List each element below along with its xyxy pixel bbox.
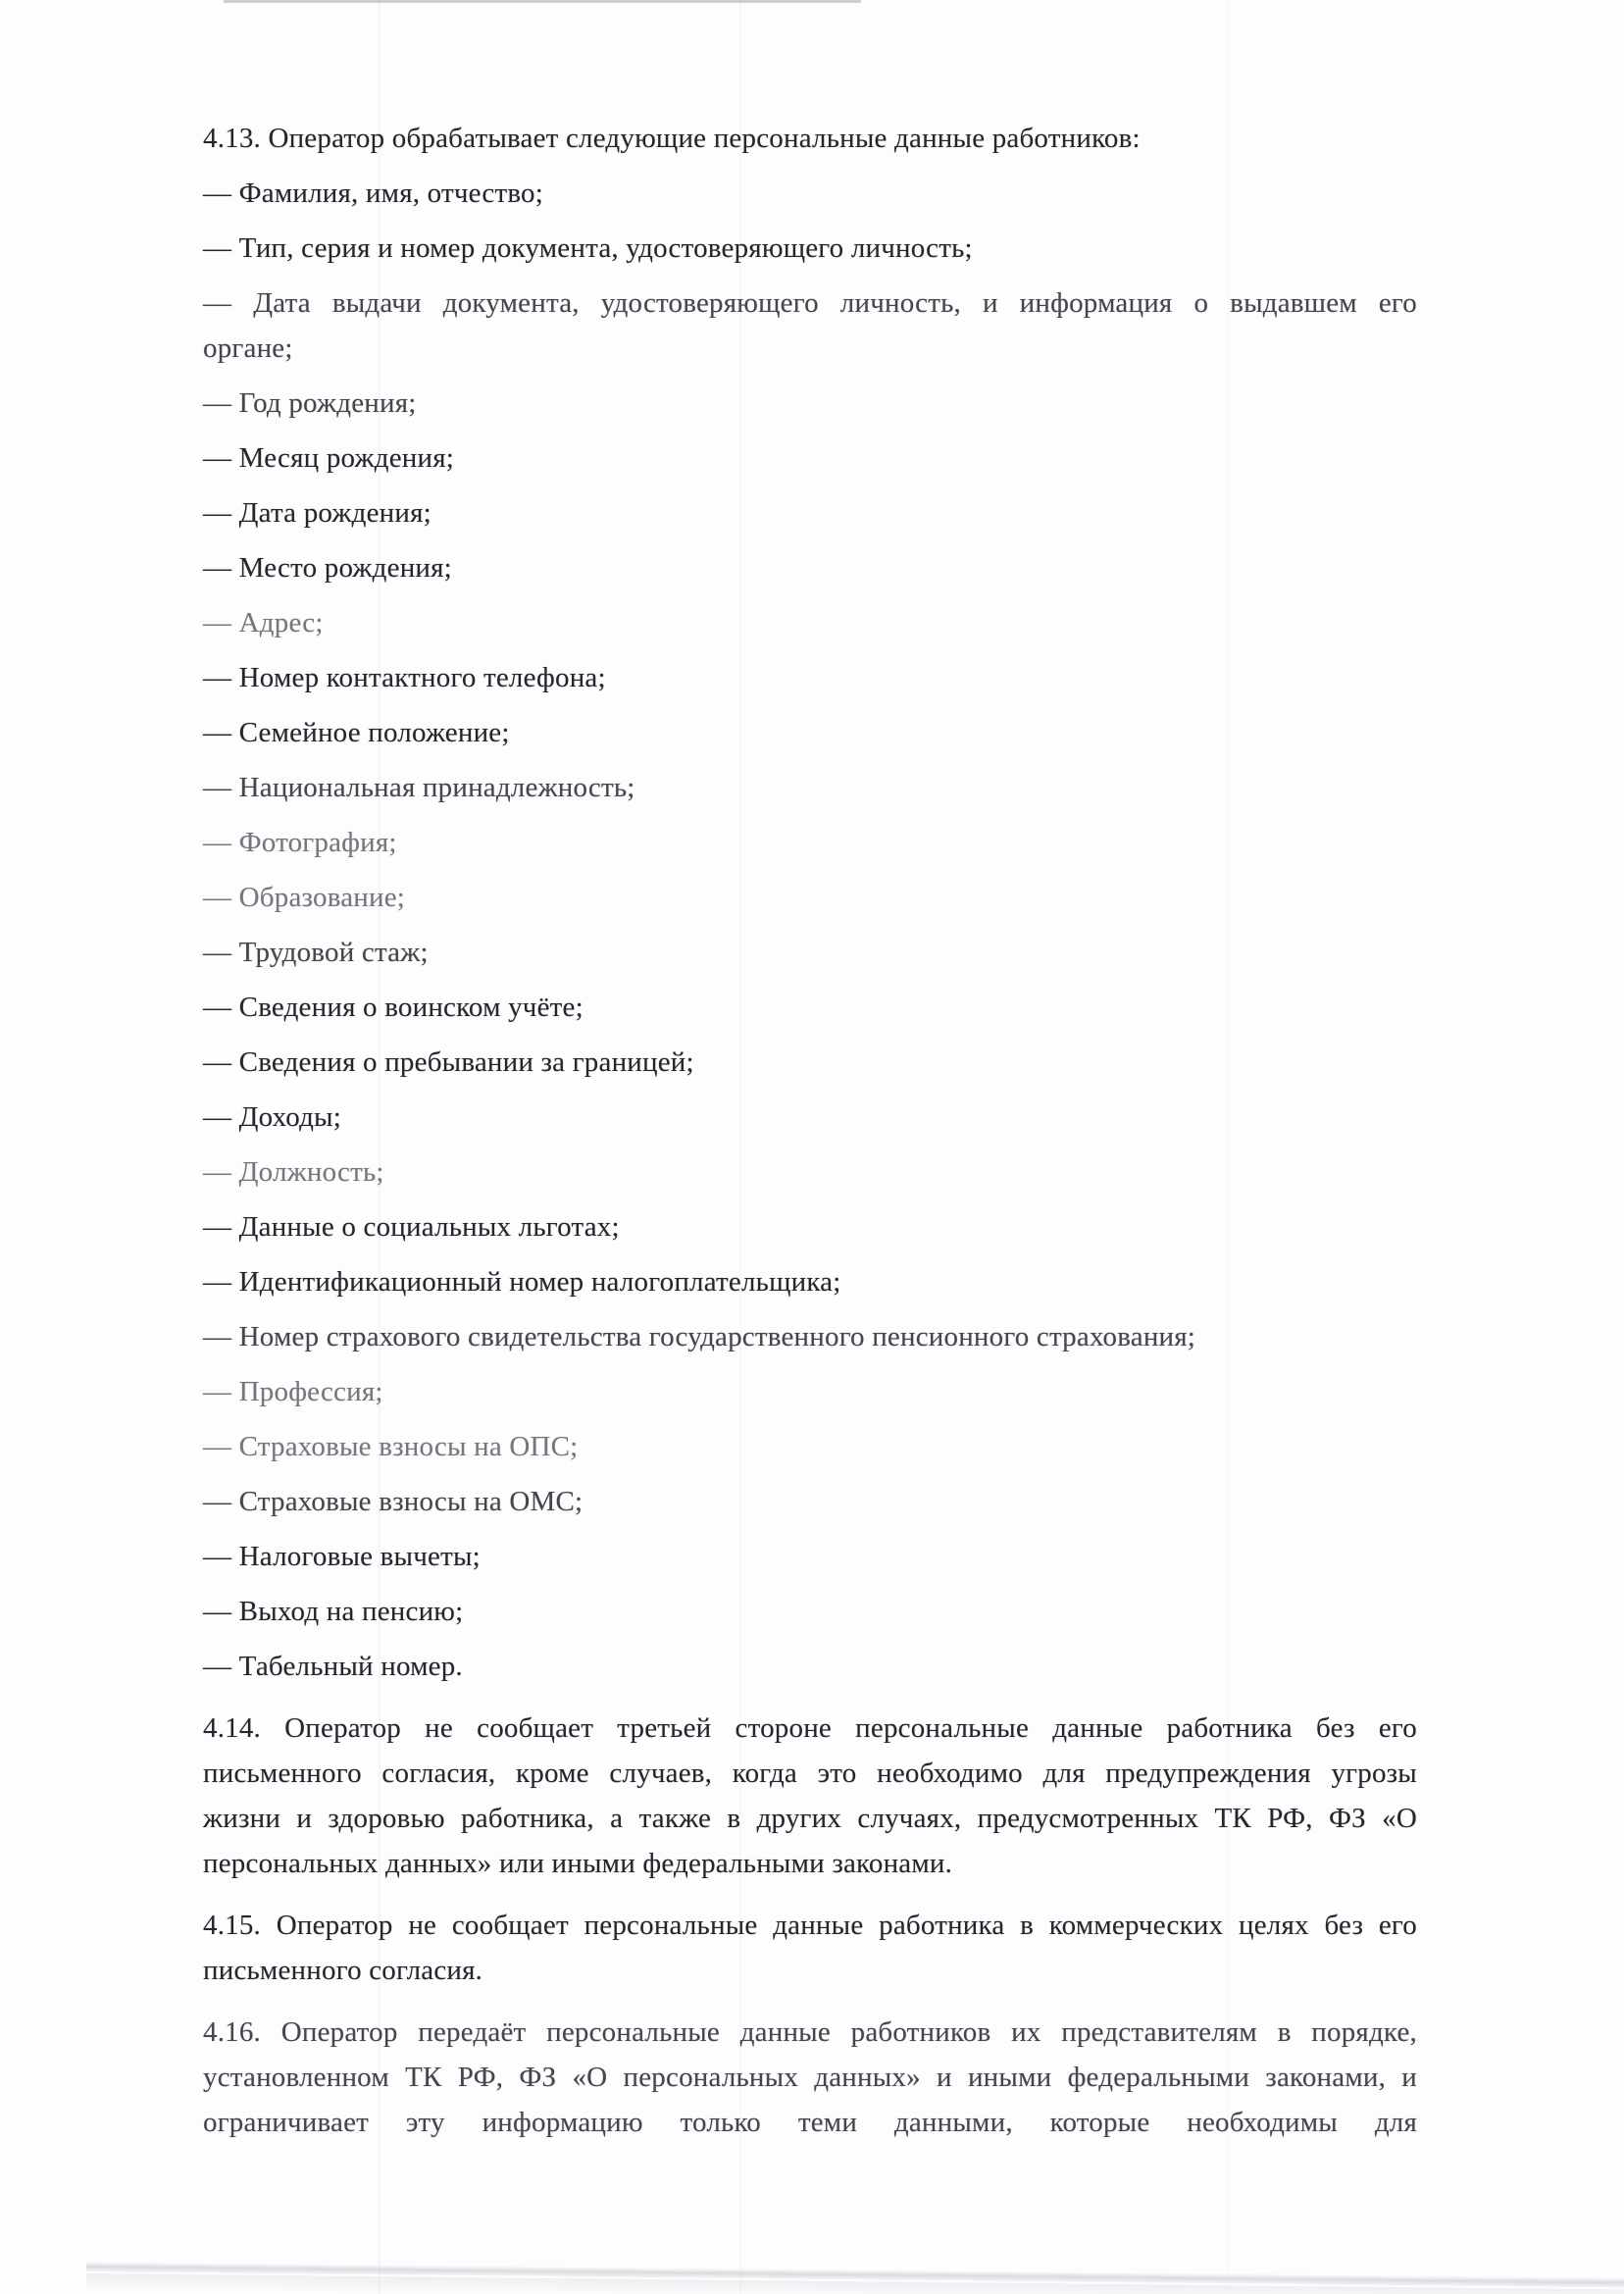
personal-data-item [203, 1534, 1417, 1579]
personal-data-item [203, 1424, 1417, 1469]
personal-data-item [203, 1589, 1417, 1634]
clause-4-16 [203, 2010, 1417, 2145]
text-line: — Сведения о воинском учёте; [203, 992, 584, 1023]
text-line: — Трудовой стаж; [203, 937, 429, 968]
personal-data-item [203, 490, 1417, 535]
text-line: — Сведения о пребывании за границей; [203, 1046, 694, 1078]
text-line: — Дата рождения; [203, 497, 431, 529]
text-line: — Доходы; [203, 1101, 341, 1133]
personal-data-item [203, 1479, 1417, 1524]
clause-4-14 [203, 1706, 1417, 1886]
text-line: — Страховые взносы на ОМС; [203, 1486, 584, 1517]
clauses-block [203, 1706, 1417, 2145]
personal-data-item [203, 1149, 1417, 1195]
text-line: письменного согласия, кроме случаев, когда это необходимо для предупреждения угрозы [203, 1758, 1417, 1789]
text-line: органе; [203, 332, 293, 364]
personal-data-item [203, 765, 1417, 810]
text-line: — Фамилия, имя, отчество; [203, 178, 544, 209]
text-line: — Данные о социальных льготах; [203, 1211, 620, 1243]
personal-data-item [203, 1644, 1417, 1689]
personal-data-item [203, 1204, 1417, 1249]
text-line: — Образование; [203, 882, 406, 913]
personal-data-item [203, 820, 1417, 865]
text-line: — Тип, серия и номер документа, удостоверяющего личность; [203, 232, 973, 264]
personal-data-item [203, 1040, 1417, 1085]
text-line: — Табельный номер. [203, 1651, 463, 1682]
text-line: — Профессия; [203, 1376, 383, 1407]
personal-data-item [203, 1259, 1417, 1304]
text-line: — Налоговые вычеты; [203, 1541, 481, 1572]
personal-data-item [203, 930, 1417, 975]
text-line: письменного согласия. [203, 1955, 483, 1986]
personal-data-item [203, 1314, 1417, 1359]
personal-data-item [203, 600, 1417, 645]
scan-edge-artifact-bottom [86, 2262, 1624, 2287]
scan-edge-artifact-top [224, 0, 861, 3]
text-line: — Номер контактного телефона; [203, 662, 606, 693]
text-line: — Дата выдачи документа, удостоверяющего личность, и информация о выдавшем его [203, 287, 1417, 319]
text-line: — Номер страхового свидетельства государственного пенсионного страхования; [203, 1321, 1196, 1352]
text-line: — Год рождения; [203, 387, 417, 419]
text-line: — Семейное положение; [203, 717, 510, 748]
text-line: — Адрес; [203, 607, 324, 638]
text-line: — Фотография; [203, 827, 397, 858]
text-line: жизни и здоровью работника, а также в других случаях, предусмотренных ТК РФ, ФЗ «О [203, 1803, 1417, 1834]
text-line: — Должность; [203, 1156, 384, 1188]
text-line: — Национальная принадлежность; [203, 772, 635, 803]
scan-edge-artifact-bottom [86, 2273, 1624, 2294]
personal-data-item [203, 1095, 1417, 1140]
personal-data-item [203, 875, 1417, 920]
text-line: — Месяц рождения; [203, 442, 455, 474]
personal-data-item [203, 1369, 1417, 1414]
text-line: — Место рождения; [203, 552, 452, 584]
text-line: — Страховые взносы на ОПС; [203, 1431, 579, 1462]
personal-data-item [203, 171, 1417, 216]
personal-data-item [203, 710, 1417, 755]
document-content [203, 116, 1417, 2155]
personal-data-item [203, 280, 1417, 371]
text-line: 4.16. Оператор передаёт персональные данные работников их представителям в порядке, [203, 2016, 1417, 2048]
text-line: — Выход на пенсию; [203, 1596, 464, 1627]
personal-data-item [203, 435, 1417, 481]
text-line: персональных данных» или иными федеральными законами. [203, 1848, 953, 1879]
text-line: ограничивает эту информацию только теми данными, которые необходимы для [203, 2107, 1417, 2138]
text-line: — Идентификационный номер налогоплательщика; [203, 1266, 841, 1298]
personal-data-list [203, 171, 1417, 1689]
text-line: установленном ТК РФ, ФЗ «О персональных данных» и иными федеральными законами, и [203, 2062, 1417, 2093]
clause-4-15 [203, 1903, 1417, 1993]
text-line: 4.15. Оператор не сообщает персональные данные работника в коммерческих целях без его [203, 1910, 1417, 1941]
personal-data-item [203, 381, 1417, 426]
personal-data-item [203, 226, 1417, 271]
text-line: 4.14. Оператор не сообщает третьей стороне персональные данные работника без его [203, 1712, 1417, 1744]
personal-data-item [203, 985, 1417, 1030]
personal-data-item [203, 655, 1417, 700]
clause-4-13-heading: 4.13. Оператор обрабатывает следующие персональные данные работников: [203, 123, 1141, 154]
personal-data-item [203, 545, 1417, 590]
